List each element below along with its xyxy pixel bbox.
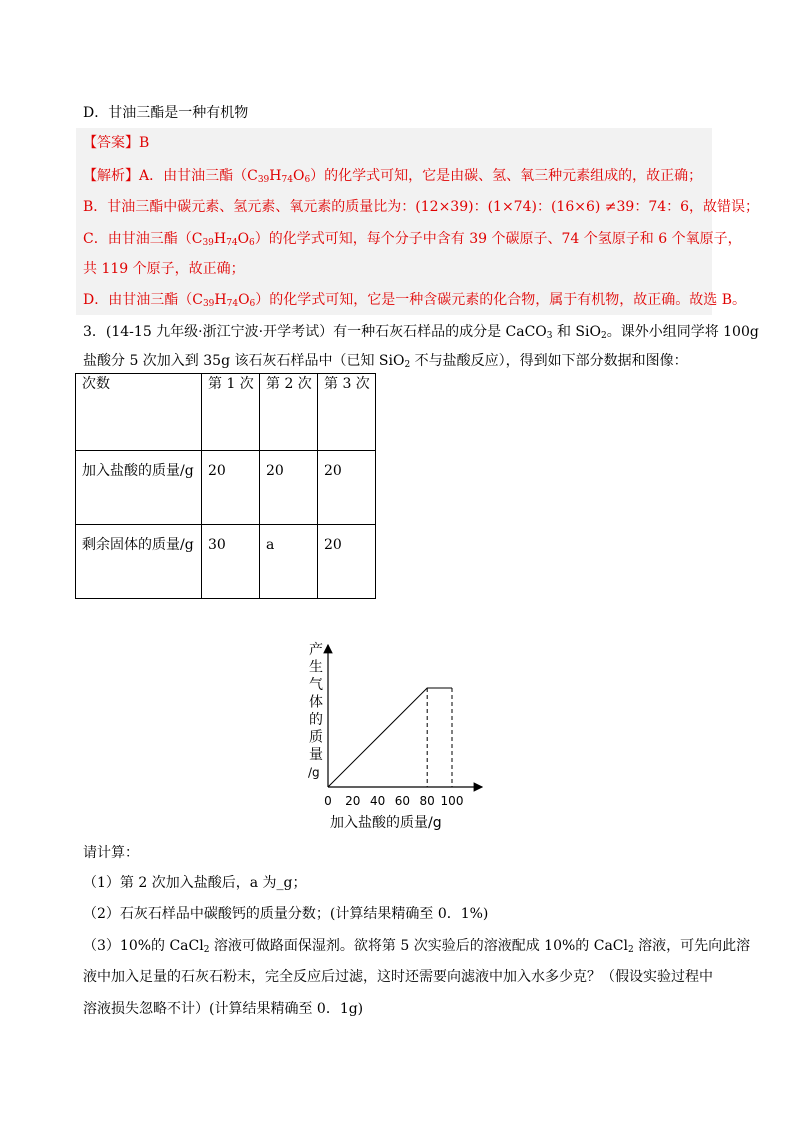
table-cell: 加入盐酸的质量/g [76, 451, 202, 525]
question-3-line1: 3．(14-15 九年级·浙江宁波·开学考试）有一种石灰石样品的成分是 CaCO$_3$ 和 SiO$_2$。课外小组同学将 100g [83, 324, 759, 341]
y-label-char: 生 [309, 659, 323, 676]
calc-prompt: 请计算： [83, 845, 139, 861]
table-row [76, 451, 376, 525]
answer-background [76, 128, 712, 315]
y-label-char: 气 [309, 677, 323, 693]
x-tick-label: 20 [345, 794, 361, 808]
analysis-d: D．由甘油三酯$(C_{39}H_{74}O_6)$的化学式可知，它是一种含碳元素的化合物，属于有机物，故正确。故选 B。 [83, 292, 747, 309]
analysis-c: C．由甘油三酯$(C_{39}H_{74}O_6)$的化学式可知，每个分子中含有 39 个碳原子、74 个氢原子和 6 个氧原子， [83, 231, 742, 248]
table-cell: 20 [318, 525, 376, 599]
analysis-b: B．甘油三酯中碳元素、氢元素、氧元素的质量比为：(12×39)：(1×74)：(16×6) ≠39：74：6，故错误； [83, 199, 760, 215]
table-header-row [76, 374, 376, 451]
x-tick-label: 80 [419, 794, 435, 808]
gas-mass-line [328, 688, 452, 787]
table-cell: 20 [202, 451, 260, 525]
table-header-cell: 第 1 次 [202, 374, 260, 451]
option-d: D．甘油三酯是一种有机物 [83, 105, 249, 121]
x-tick-label: 40 [369, 794, 386, 808]
y-label-char: /g [308, 765, 320, 780]
table-row [76, 525, 376, 599]
gas-mass-chart [300, 630, 500, 835]
table-header-cell: 次数 [76, 374, 202, 451]
analysis-c-line2: 共 119 个原子，故正确； [83, 261, 245, 277]
table-header-cell: 第 2 次 [260, 374, 318, 451]
question-3-part3-line2: 液中加入足量的石灰石粉末，完全反应后过滤，这时还需要向滤液中加入水多少克？（假设实验过程中 [83, 969, 713, 985]
y-label-char: 体 [309, 694, 323, 711]
table-cell: a [260, 525, 318, 599]
y-label-char: 产 [309, 642, 323, 658]
x-tick-label: 100 [440, 794, 464, 808]
x-tick-labels [324, 794, 463, 808]
question-3-part3-line3: 溶液损失忽略不计）(计算结果精确至 0．1g) [83, 1001, 364, 1017]
x-tick-label: 60 [394, 794, 411, 808]
table-header-cell: 第 3 次 [318, 374, 376, 451]
table-cell: 剩余固体的质量/g [76, 525, 202, 599]
table-cell: 20 [318, 451, 376, 525]
table-cell: 30 [202, 525, 260, 599]
question-3-part3-line1: （3）10%的 CaCl$_2$ 溶液可做路面保湿剂。欲将第 5 次实验后的溶液配成 10%的 CaCl$_2$ 溶液，可先向此溶 [83, 938, 751, 955]
analysis-a: 【解析】A．由甘油三酯$(C_{39}H_{74}O_6)$的化学式可知，它是由碳、氢、氧三种元素组成的，故正确； [83, 168, 703, 185]
answer-line: 【答案】B [83, 135, 150, 151]
y-label-char: 量 [309, 747, 323, 763]
chart-marks [328, 688, 452, 787]
question-2: （2）石灰石样品中碳酸钙的质量分数；(计算结果精确至 0．1%) [83, 906, 489, 922]
question-1: （1）第 2 次加入盐酸后，a 为_g； [83, 875, 307, 891]
y-label-char: 质 [309, 729, 323, 746]
x-axis-label: 加入盐酸的质量/g [330, 815, 442, 831]
analysis-label: 【解析】 [83, 168, 139, 184]
data-table [75, 373, 376, 599]
y-label-char: 的 [309, 712, 323, 728]
x-tick-label: 0 [324, 794, 332, 808]
y-axis-label [308, 641, 323, 780]
question-3-line2: 盐酸分 5 次加入到 35g 该石灰石样品中（已知 SiO$_2$ 不与盐酸反应），得到如下部分数据和图像： [83, 353, 688, 370]
table-cell: 20 [260, 451, 318, 525]
